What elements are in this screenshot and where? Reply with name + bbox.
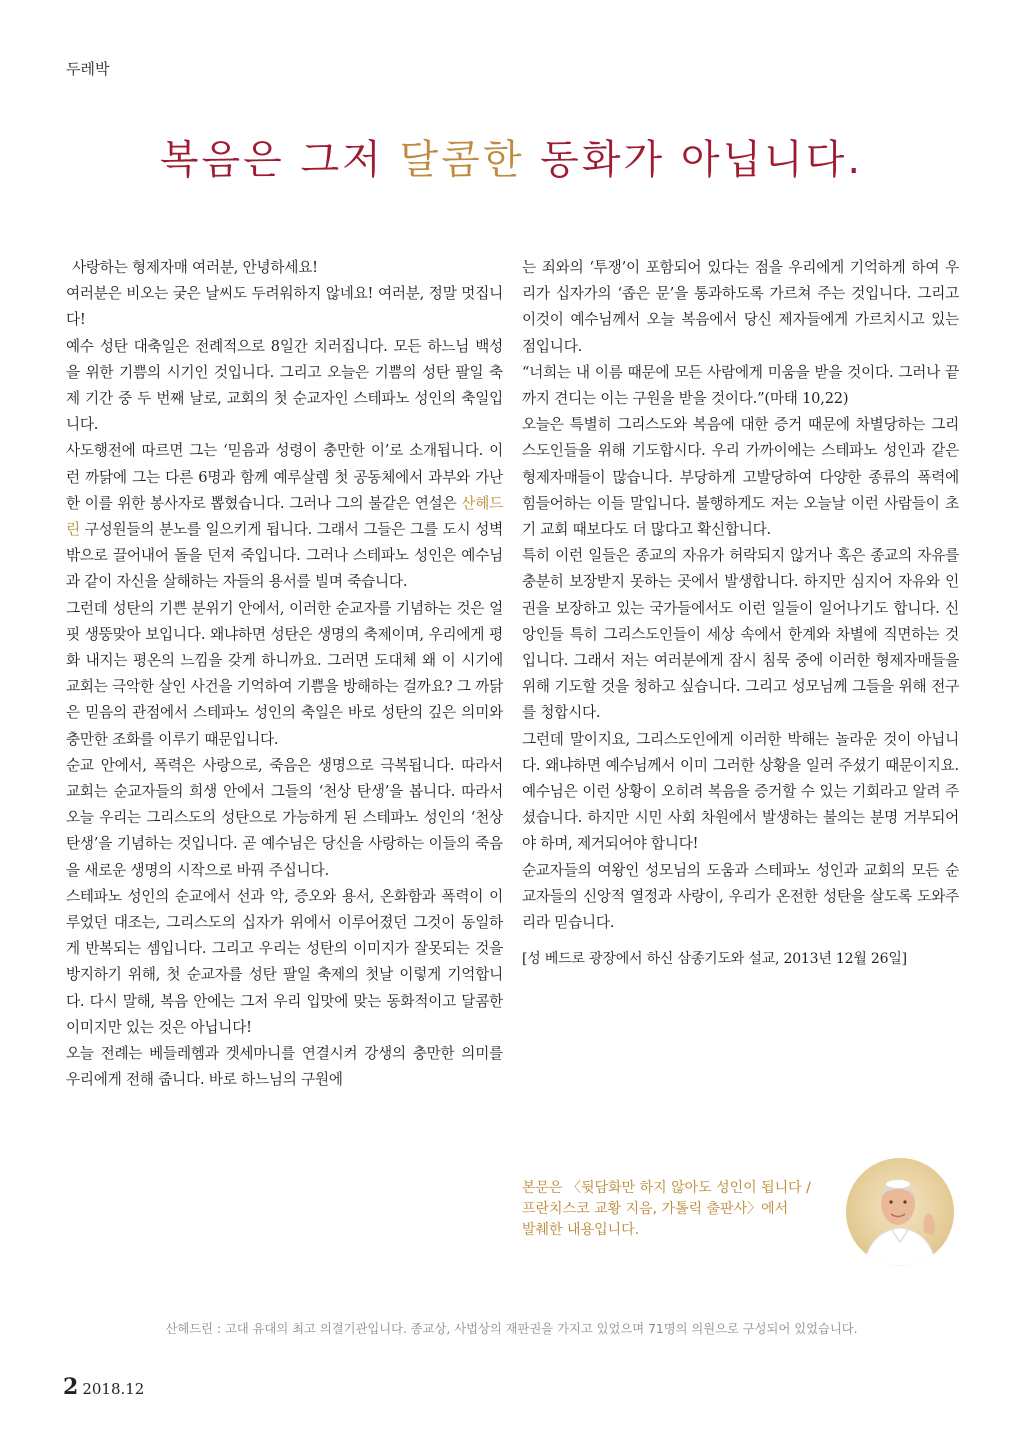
paragraph: 순교자들의 여왕인 성모님의 도움과 스테파노 성인과 교회의 모든 순교자들의 신앙적 열정과 사랑이, 우리가 온전한 성탄을 살도록 도와주리라 믿습니다. (522, 861, 959, 932)
paragraph: 사랑하는 형제자매 여러분, 안녕하세요! (72, 259, 318, 276)
paragraph: 특히 이런 일들은 종교의 자유가 허락되지 않거나 혹은 종교의 자유를 충분히 보장받지 못하는 곳에서 발생합니다. 하지만 심지어 자유와 인권을 보장하고 있는 국가들에서도 이런 일들이 일어나기도 합니다. 신앙인들 특히 그리스도인들이 세상 속에서 한계와 차별에 직면하는 것입니다. 그래서 저는 여러분에게 잠시 침묵 중에 이러한 형제자매들을 위해 기도할 것을 청하고 싶습니다. 그리고 성모님께 그들을 위해 전구를 청합시다. (522, 547, 959, 722)
page-footer (63, 1374, 144, 1400)
page-title (0, 128, 1023, 185)
source-citation: [성 베드로 광장에서 하신 삼종기도와 설교, 2013년 12월 26일] (522, 951, 907, 968)
paragraph: 여러분은 비오는 궂은 날씨도 두려워하지 않네요! 여러분, 정말 멋집니다! (66, 285, 503, 329)
paragraph: 스테파노 성인의 순교에서 선과 악, 증오와 용서, 온화함과 폭력이 이루었던 대조는, 그리스도의 십자가 위에서 이루어졌던 그것이 동일하게 반복되는 셈입니다. 그리고 우리는 성탄의 이미지가 잘못되는 것을 방지하기 위해, 첫 순교자를 성탄 팔일 축제의 첫날 이렇게 기억합니다. 다시 말해, 복음 안에는 그저 우리 입맛에 맞는 동화적이고 달콤한 이미지만 있는 것은 아닙니다! (66, 887, 503, 1036)
pope-portrait (846, 1158, 954, 1266)
issue-date: 2018.12 (82, 1380, 145, 1398)
sanhedrin-term: 산헤드린 (66, 494, 503, 539)
excerpt-note (522, 1178, 852, 1241)
headline-part-2: 달콤한 (399, 137, 525, 183)
excerpt-line: 발췌한 내용입니다. (522, 1222, 640, 1238)
excerpt-line: 프란치스코 교황 지음, 가톨릭 출판사〉에서 (522, 1201, 789, 1217)
paragraph: 는 죄와의 ‘투쟁’이 포함되어 있다는 점을 우리에게 기억하게 하여 우리가 십자가의 ‘좁은 문’을 통과하도록 가르쳐 주는 것입니다. 그리고 이것이 예수님께서 오늘 복음에서 당신 제자들에게 가르치시고 있는 점입니다. (522, 259, 959, 355)
headline-part-3: 동화가 아닙니다. (524, 137, 864, 183)
paragraph: 그런데 말이지요, 그리스도인에게 이러한 박해는 놀라운 것이 아닙니다. 왜냐하면 예수님께서 이미 그러한 상황을 일러 주셨기 때문이지요. 예수님은 이런 상황이 오히려 복음을 증거할 수 있는 기회라고 알려 주셨습니다. 하지만 시민 사회 차원에서 발생하는 불의는 분명 거부되어야 하며, 제거되어야 합니다! (522, 730, 959, 853)
right-column (522, 255, 959, 972)
paragraph: 오늘은 특별히 그리스도와 복음에 대한 증거 때문에 차별당하는 그리스도인들을 위해 기도합시다. 우리 가까이에는 스테파노 성인과 같은 형제자매들이 많습니다. 부당하게 고발당하여 다양한 종류의 폭력에 힘들어하는 이들 말입니다. 불행하게도 저는 오늘날 이런 사람들이 초기 교회 때보다도 더 많다고 확신합니다. (522, 416, 959, 539)
section-label: 두레박 (66, 60, 110, 78)
left-column (66, 255, 503, 1094)
paragraph: 순교 안에서, 폭력은 사랑으로, 죽음은 생명으로 극복됩니다. 따라서 교회는 순교자들의 희생 안에서 그들의 ‘천상 탄생’을 봅니다. 따라서 오늘 우리는 그리스도의 성탄으로 가능하게 된 스테파노 성인의 ‘천상 탄생’을 기념하는 것입니다. 곧 예수님은 당신을 사랑하는 이들의 죽음을 새로운 생명의 시작으로 바꿔 주십니다. (66, 756, 503, 879)
bible-quote: “너희는 내 이름 때문에 모든 사람에게 미움을 받을 것이다. 그러나 끝까지 견디는 이는 구원을 받을 것이다.”(마태 10,22) (522, 363, 959, 408)
paragraph-text: 사도행전에 따르면 그는 ‘믿음과 성령이 충만한 이’로 소개됩니다. 이런 까닭에 그는 다른 6명과 함께 예루살렘 첫 공동체에서 과부와 가난한 이를 위한 봉사자로 뽑혔습니다. 그러나 그의 불같은 연설은 (66, 442, 503, 512)
paragraph-text: 구성원들의 분노를 일으키게 됩니다. 그래서 그들은 그를 도시 성벽 밖으로 끌어내어 돌을 던져 죽입니다. 그러나 스테파노 성인은 예수님과 같이 자신을 살해하는 자들의 용서를 빌며 죽습니다. (66, 521, 503, 591)
paragraph: 그런데 성탄의 기쁜 분위기 안에서, 이러한 순교자를 기념하는 것은 얼핏 생뚱맞아 보입니다. 왜냐하면 성탄은 생명의 축제이며, 우리에게 평화 내지는 평온의 느낌을 갖게 하니까요. 그러면 도대체 왜 이 시기에 교회는 극악한 살인 사건을 기억하여 기쁨을 방해하는 걸까요? 그 까닭은 믿음의 관점에서 스테파노 성인의 축일은 바로 성탄의 깊은 의미와 충만한 조화를 이루기 때문입니다. (66, 599, 503, 748)
headline-part-1: 복음은 그저 (159, 137, 400, 183)
paragraph: 예수 성탄 대축일은 전례적으로 8일간 치러집니다. 모든 하느님 백성을 위한 기쁨의 시기인 것입니다. 그리고 오늘은 기쁨의 성탄 팔일 축제 기간 중 두 번째 날로, 교회의 첫 순교자인 스테파노 성인의 축일입니다. (66, 337, 503, 434)
excerpt-line: 본문은 〈뒷담화만 하지 않아도 성인이 됩니다 / (522, 1180, 811, 1196)
page-number: 2 (63, 1374, 79, 1400)
pope-portrait-illustration (846, 1158, 954, 1266)
footnote: 산헤드린 : 고대 유대의 최고 의결기관입니다. 종교상, 사법상의 재판권을 가지고 있었으며 71명의 의원으로 구성되어 있었습니다. (165, 1322, 858, 1336)
paragraph: 오늘 전례는 베들레헴과 겟세마니를 연결시켜 강생의 충만한 의미를 우리에게 전해 줍니다. 바로 하느님의 구원에 (66, 1045, 503, 1089)
paragraph (66, 438, 503, 595)
